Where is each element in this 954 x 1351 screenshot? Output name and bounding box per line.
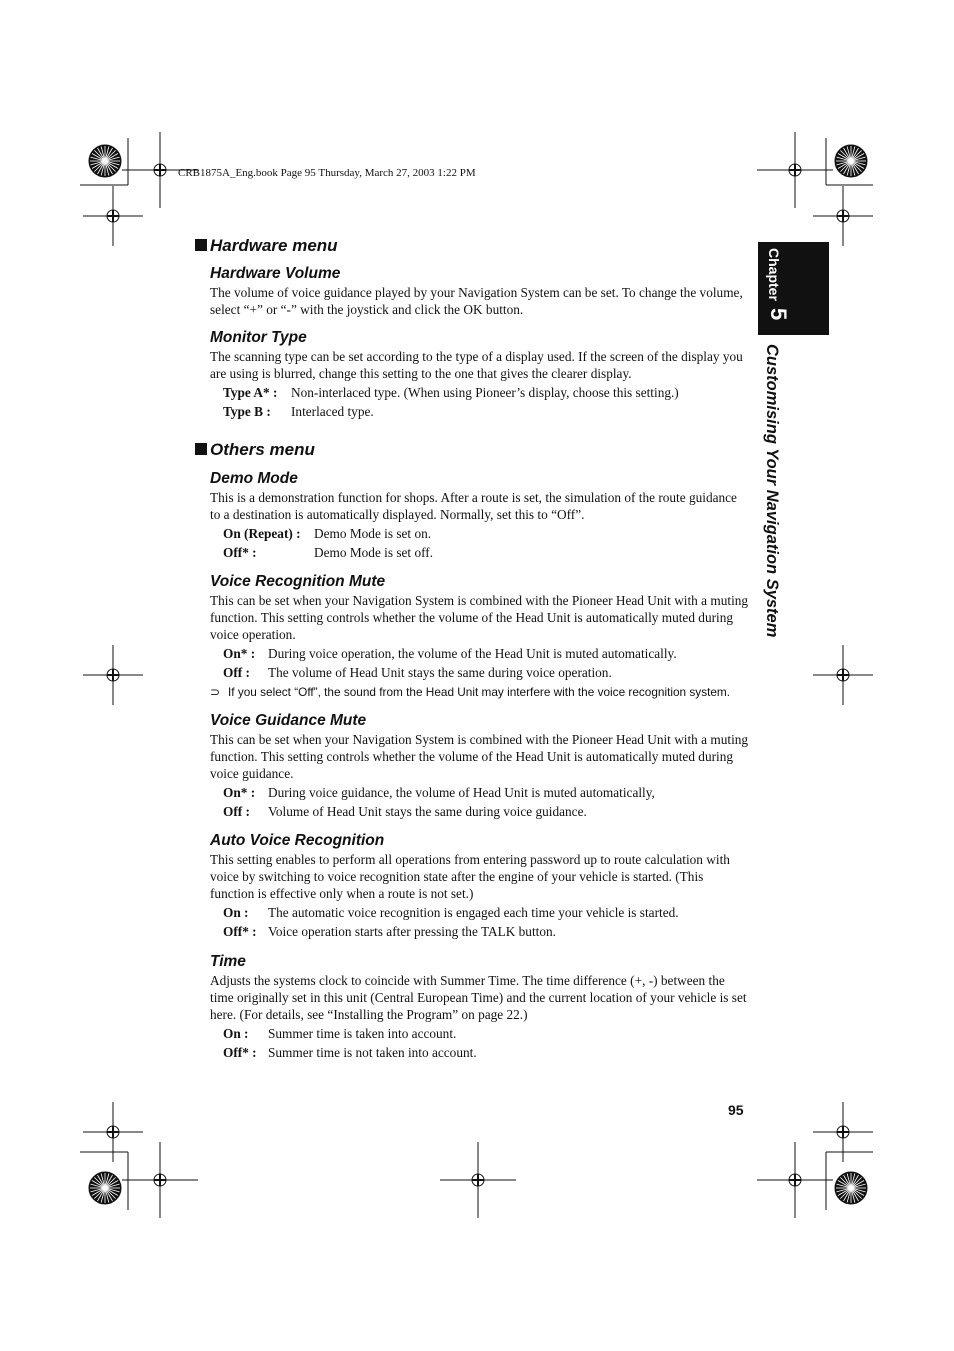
option-row	[223, 663, 750, 682]
option-text: Non-interlaced type. (When using Pioneer’s display, choose this setting.)	[291, 385, 679, 400]
item-heading: Voice Recognition Mute	[210, 573, 386, 590]
option-text: Summer time is taken into account.	[268, 1026, 457, 1041]
option-row	[223, 1024, 750, 1043]
option-label: Off :	[223, 665, 250, 680]
item-hardware-volume	[195, 264, 750, 318]
page-content	[195, 232, 750, 1062]
option-text: The automatic voice recognition is engaged each time your vehicle is started.	[268, 905, 679, 920]
section-others-menu	[195, 436, 750, 1062]
item-body: This setting enables to perform all operations from entering password up to route calculation with voice by switching to voice recognition state after the engine of your vehicle is started. (This function is effective only when a route is not set.)	[210, 852, 730, 901]
option-list	[223, 383, 750, 421]
note-arrow-icon: ⊃	[210, 685, 221, 699]
option-row	[223, 802, 750, 821]
section-hardware-menu	[195, 232, 750, 421]
section-heading: Others menu	[195, 436, 750, 462]
item-auto-voice-recognition	[195, 831, 750, 941]
option-row	[223, 524, 750, 543]
item-heading: Voice Guidance Mute	[210, 712, 367, 729]
item-body: The scanning type can be set according to the type of a display used. If the screen of the display you are using is blurred, change this setting to the one that gives the clearer display.	[210, 349, 743, 381]
item-body: This can be set when your Navigation System is combined with the Pioneer Head Unit with a muting function. This setting controls whether the volume of the Head Unit is automatically muted during voice operation.	[210, 593, 749, 642]
option-list	[223, 644, 750, 682]
item-heading: Demo Mode	[210, 470, 298, 487]
item-heading: Monitor Type	[210, 329, 307, 346]
option-label: On (Repeat) :	[223, 526, 301, 541]
option-label: Off* :	[223, 545, 257, 560]
item-heading: Hardware Volume	[210, 265, 341, 282]
item-body: This is a demonstration function for shops. After a route is set, the simulation of the route guidance to a destination is automatically displayed. Normally, set this to “Off”.	[210, 490, 737, 522]
option-row	[223, 922, 750, 941]
item-body: This can be set when your Navigation System is combined with the Pioneer Head Unit with a muting function. This setting controls whether the volume of the Head Unit is automatically muted during voice guidance.	[210, 732, 749, 781]
option-label: Off* :	[223, 924, 257, 939]
option-text: Summer time is not taken into account.	[268, 1045, 477, 1060]
square-bullet-icon	[195, 443, 207, 455]
item-time	[195, 952, 750, 1062]
section-heading: Hardware menu	[195, 232, 750, 258]
option-text: During voice guidance, the volume of Head Unit is muted automatically,	[268, 785, 655, 800]
item-heading: Time	[210, 953, 246, 970]
option-list	[223, 1024, 750, 1062]
option-text: Demo Mode is set off.	[314, 545, 434, 560]
side-chapter-title: Customising Your Navigation System	[763, 344, 781, 638]
option-label: On :	[223, 1026, 249, 1041]
item-monitor-type	[195, 328, 750, 421]
option-list	[223, 783, 750, 821]
option-list	[223, 903, 750, 941]
option-row	[223, 783, 750, 802]
option-text: Demo Mode is set on.	[314, 526, 432, 541]
chapter-tab	[758, 242, 829, 335]
option-row	[223, 543, 750, 562]
option-text: During voice operation, the volume of the Head Unit is muted automatically.	[268, 646, 677, 661]
option-label: Off :	[223, 804, 250, 819]
option-list	[223, 524, 750, 562]
note-text: If you select “Off”, the sound from the Head Unit may interfere with the voice recognition system.	[228, 685, 731, 699]
option-label: On* :	[223, 785, 256, 800]
option-row	[223, 402, 750, 421]
option-label: On* :	[223, 646, 256, 661]
print-header: CRB1875A_Eng.book Page 95 Thursday, March 27, 2003 1:22 PM	[178, 167, 476, 179]
option-text: Volume of Head Unit stays the same during voice guidance.	[268, 804, 587, 819]
option-text: Interlaced type.	[291, 404, 374, 419]
option-row	[223, 383, 750, 402]
item-voice-guidance-mute	[195, 711, 750, 821]
item-voice-recognition-mute	[195, 572, 750, 700]
square-bullet-icon	[195, 239, 207, 251]
chapter-word: Chapter	[766, 248, 782, 301]
item-body: The volume of voice guidance played by your Navigation System can be set. To change the volume, select “+” or “-” with the joystick and click the OK button.	[210, 285, 743, 317]
item-demo-mode	[195, 469, 750, 562]
option-label: On :	[223, 905, 249, 920]
option-row	[223, 903, 750, 922]
option-text: The volume of Head Unit stays the same during voice operation.	[268, 665, 612, 680]
item-body: Adjusts the systems clock to coincide with Summer Time. The time difference (+, -) between the time originally set in this unit (Central European Time) and the current location of your vehicle is set here. (For details, see “Installing the Program” on page 22.)	[210, 973, 747, 1022]
option-label: Type A* :	[223, 385, 278, 400]
chapter-number: 5	[766, 308, 791, 321]
item-heading: Auto Voice Recognition	[210, 832, 385, 849]
option-label: Type B :	[223, 404, 271, 419]
note	[210, 685, 750, 700]
option-row	[223, 1043, 750, 1062]
option-text: Voice operation starts after pressing the TALK button.	[268, 924, 556, 939]
page-number: 95	[728, 1102, 744, 1118]
option-label: Off* :	[223, 1045, 257, 1060]
option-row	[223, 644, 750, 663]
